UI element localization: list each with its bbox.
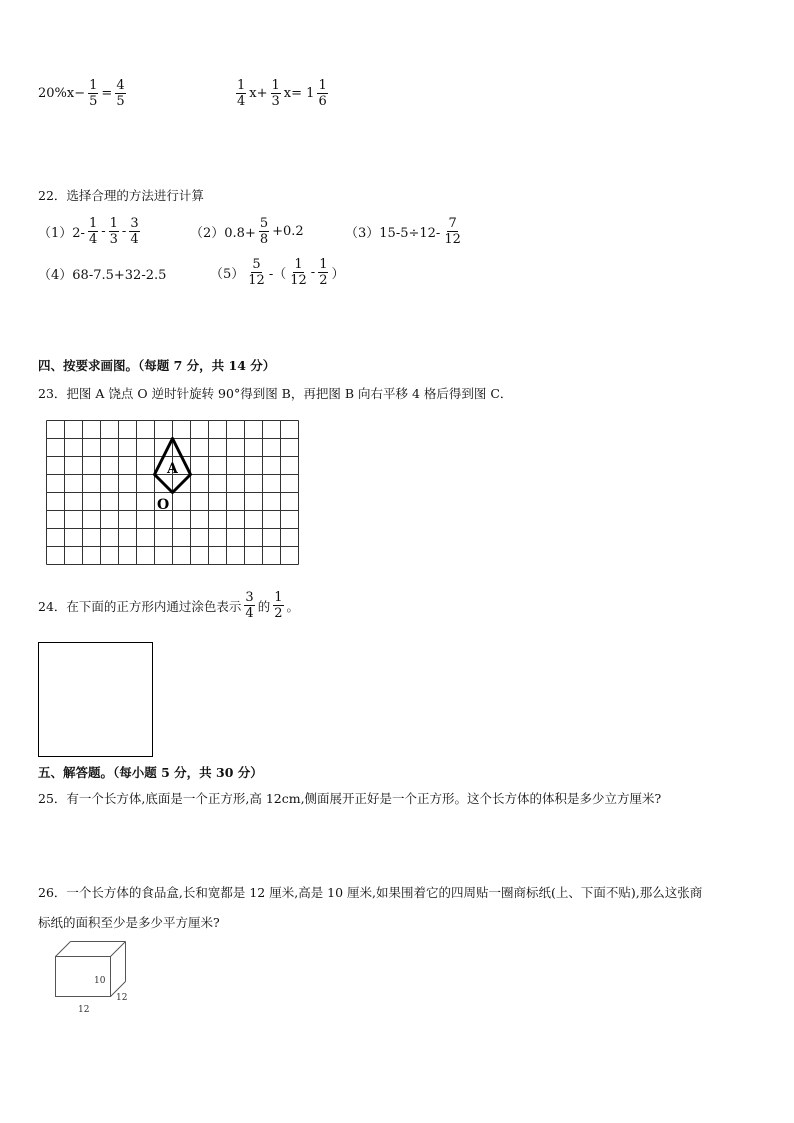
- fraction: $\frac{1}{4}$: [237, 78, 246, 109]
- fraction: $\frac{1}{3}$: [109, 216, 118, 247]
- section-5-title: 五、解答题。（每小题 5 分，共 30 分）: [38, 765, 263, 780]
- fraction: $\frac{1}{2}$: [274, 590, 283, 621]
- part-label: （1）2-: [38, 226, 85, 241]
- eq2-text: x= 1: [283, 86, 315, 101]
- operator: -: [101, 224, 106, 239]
- fraction: $\frac{3}{4}$: [245, 590, 254, 621]
- q22-title: 22．选择合理的方法进行计算: [38, 188, 204, 203]
- equals-sign: =: [101, 86, 113, 101]
- eq2-text: x+: [249, 86, 268, 101]
- q26-line-1: 26．一个长方体的食品盒,长和宽都是 12 厘米,高是 10 厘米,如果围着它的四周贴一圈商标纸(上、下面不贴),那么这张商: [38, 885, 703, 900]
- q22-part-2: [190, 216, 304, 247]
- operator: -: [310, 265, 316, 280]
- q24-middle: 的: [257, 598, 271, 614]
- fraction: $\frac{7}{12}$: [444, 216, 461, 247]
- equation-1: [38, 78, 127, 109]
- fraction: $\frac{4}{5}$: [116, 78, 125, 109]
- q22-part-5: [210, 257, 344, 288]
- cuboid-edges: [56, 942, 126, 997]
- part-label: （5）: [210, 267, 245, 282]
- fraction: $\frac{1}{4}$: [88, 216, 98, 247]
- section-4-title: 四、按要求画图。（每题 7 分，共 14 分）: [38, 358, 276, 373]
- width-label: 12: [116, 993, 128, 1003]
- fraction: $\frac{1}{12}$: [290, 257, 307, 288]
- fraction: $\frac{1}{6}$: [318, 78, 327, 109]
- q25-text: 25．有一个长方体,底面是一个正方形,高 12cm,侧面展开正好是一个正方形。这个长方体的体积是多少立方厘米?: [38, 791, 662, 806]
- height-label: 10: [94, 976, 106, 986]
- fraction: $\frac{5}{12}$: [248, 257, 265, 288]
- part-label: （4）68-7.5+32-2.5: [38, 268, 167, 283]
- grid-figure: [46, 420, 300, 566]
- q22-part-1: [38, 216, 141, 247]
- length-label: 12: [78, 1005, 90, 1015]
- part-label: （3）15-5÷12-: [345, 226, 441, 241]
- q24-text: [38, 590, 299, 621]
- part-label: （2）0.8+: [190, 226, 256, 241]
- fraction: $\frac{5}{8}$: [259, 216, 269, 247]
- label-o: O: [157, 497, 170, 513]
- operator: -（: [268, 267, 287, 282]
- operator: ）: [331, 267, 345, 282]
- equation-2: [235, 78, 329, 109]
- q26-line-2: 标纸的面积至少是多少平方厘米?: [38, 915, 220, 930]
- fraction: $\frac{3}{4}$: [130, 216, 139, 247]
- operator: -: [121, 224, 127, 239]
- q24-prefix: 24．在下面的正方形内通过涂色表示: [38, 598, 242, 614]
- label-a: A: [167, 461, 178, 477]
- expression-rest: +0.2: [272, 224, 304, 239]
- cuboid-figure: [50, 938, 135, 1016]
- q22-part-3: [345, 216, 463, 247]
- fraction: $\frac{1}{2}$: [319, 257, 328, 288]
- q22-part-4: [38, 264, 166, 283]
- q23-text: 23．把图 A 饶点 O 逆时针旋转 90°得到图 B，再把图 B 向右平移 4 格后得到图 C．: [38, 386, 513, 401]
- q24-end: 。: [286, 598, 300, 614]
- fraction: $\frac{1}{5}$: [89, 78, 98, 109]
- eq1-text: 20%x−: [38, 86, 86, 101]
- fraction: $\frac{1}{3}$: [271, 78, 280, 109]
- blank-square: [38, 642, 153, 757]
